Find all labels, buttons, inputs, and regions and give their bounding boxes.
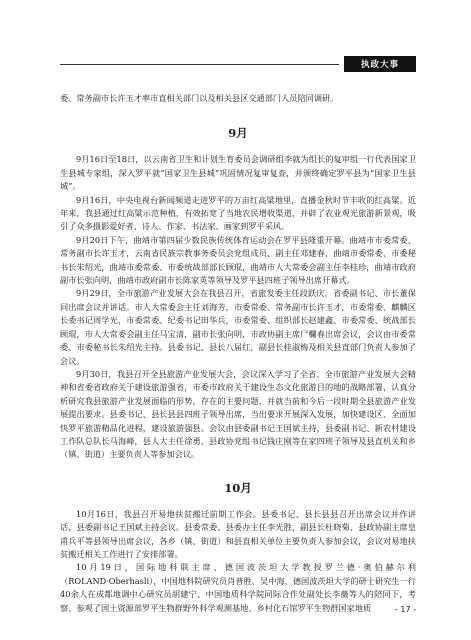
paragraph: 9月16日至18日，以云南省卫生和计划生育委员会调研组李就为组长的复审组一行代表国家卫生县城专家组，深入罗平就“国家卫生县城”巩固情况复审复查，并颁终确定罗平县为“国家卫生县城”。 [60, 154, 416, 192]
paragraph: 9月29日，全市旅游产业发展大会在我县召开，省旅发委主任段跃庆，省委副书记、市长董保同出席会议并讲话。市人大常委会主任刘海芳，市委常委、常务副市长许玉才，市委常委、麒麟区长委书记周学光，市委常委、纪委书记田华兵，市委常委、组织部长赵建鑫、市委常委、统战部长顾琨，市人大常委会副主任马宝清，副市长张向明，市政协副主席尸欄春出席会议，会议由市委常委、市委秘书长朱绍光主持。县委书记、县长八届红，副县长桂淑梅及相关县直部门负责人参加了会议。 [60, 288, 416, 366]
paragraph: 9月16日，中央电视台新闻频道走进罗平的万亩红高粱地里，直播金秋时节丰收的红高粱。近年来，我县通过红高粱示范种植，有效拓宽了当地农民增收渠道，并辟了农业观光旅游新景观，吸引了众多摄影爱好者、诗人、作家、书法家、画家到罗平采风。 [60, 194, 416, 232]
page-number: - 17 - [394, 605, 416, 614]
paragraph: 9月20日下午，曲靖市第四届少数民族传统体育运动会在罗平县隆重开幕。曲靖市市委常委、常务副市长许玉才，云南省民族宗教事务委员会党组成员、副主任邓建春，曲靖市委常委、市委秘书长朱绍光，曲靖市委常委、市委统战部部长顾琨，曲靖市人大常委会副主任李桂珍，曲靖市政府副市长张向明，曲靖市政府副市长陈家英等领导及罗平县四班子领导出席开幕式。 [60, 234, 416, 286]
section-tag: 执政大事 [344, 56, 416, 72]
paragraph: 10月19日，国际地科联主席、德国波茨坦大学教授罗兰德·奥伯赫尔利（ROLAND·Oberhasli），中国地科院研究员肖普胜、吴中海，德国波茨坦大学的研士研究生一行40余人在成都地调中心研究员胡建宁、中国地质科学院同际合作处副处长李薇等人的陪同下，考察、参观了国土资源部罗平生物群野外科学观测基地、乡村化石馆罗平生物群国家地质 [60, 562, 416, 613]
month-heading-october: 10月 [224, 480, 252, 495]
intro-paragraph: 委、常务副市长许玉才率市直相关部门以及相关县区交通部门人员陪同调研。 [60, 93, 339, 103]
header-rule [60, 64, 339, 65]
month-heading-september: 9月 [228, 126, 248, 141]
document-body [60, 92, 416, 615]
paragraph: 9月30日，我县召开全县旅游产业发展大会，会议深入学习了全省、全市旅游产业发展大会精神和省委省政府关于建设旅游强省，市委市政府关于建设生态文化旅游目的地的战略部署，认真分析研究我县旅游产业发展面临的形势，存在的主要问题，并就当前和今后一段时期全县旅游产业发展提出要求。县委书记、县长县县四班子领导出席，当出要求开展深入发展，加快建设区、全面加快罗平旅游精品化进程，建设旅游强县。会议由县委副书记王国斌主持，县委副书记、新农村建设工作队总队长马海峰，县人大主任徐勇，县政协党组书记钱庄刚等在家四班子领导及县直机关和乡（镇、街道）主要负责人等参加会议。 [60, 368, 416, 460]
paragraph: 10月16日，我县召开易地扶贫搬迁前期工作会。县委书记、县长县县召开出席会议并作讲话，县委副书记王国斌主持会议。县委常委、县委办主任李光胜，副县长杜晓菊，县政协副主席皇甫兵平等县领导出席会议，各乡（镇、街道）和县直相关单位主要负责人参加会议，会议对易地扶贫搬迁相关工作进行了安排部署。 [60, 508, 416, 559]
